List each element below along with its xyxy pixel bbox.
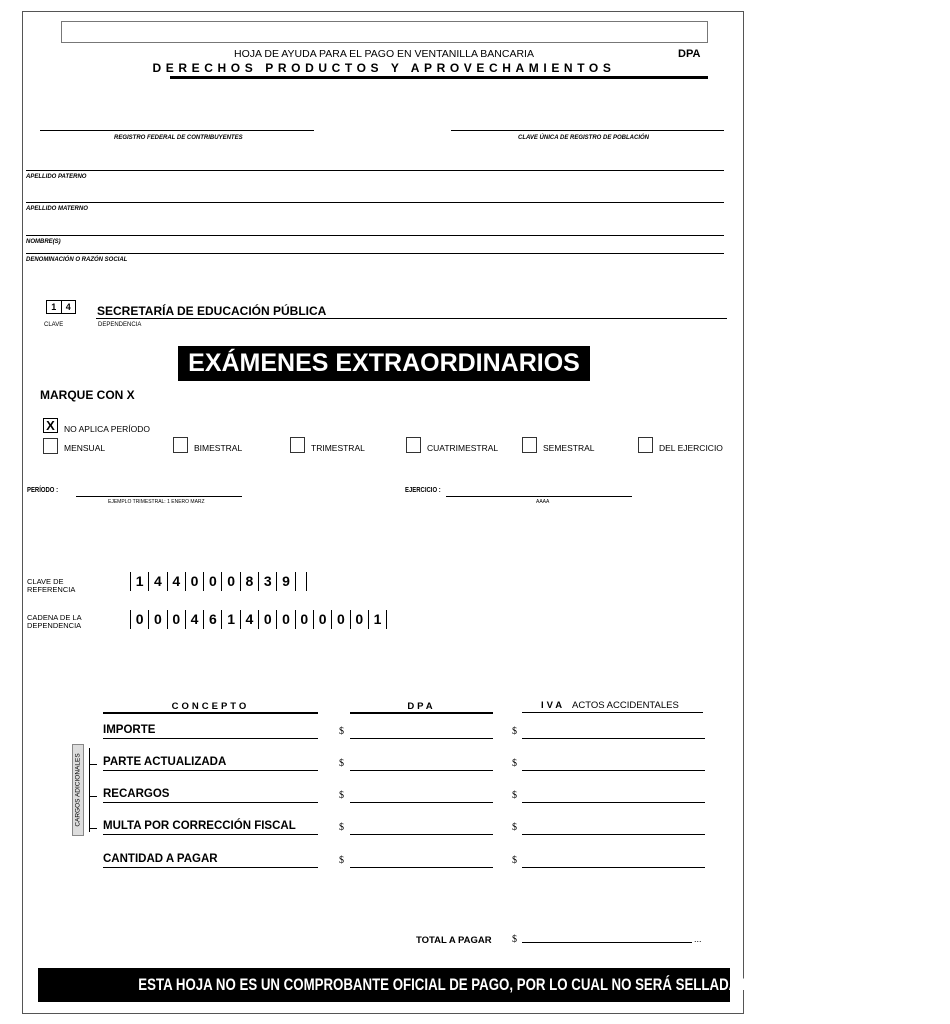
cadena-digit: 0: [313, 610, 331, 629]
cuatrimestral-checkbox[interactable]: [406, 437, 421, 453]
concepto-header-rule: [103, 712, 318, 714]
dpa-header-rule: [350, 712, 493, 714]
row-recargos-iva-field[interactable]: [522, 802, 705, 803]
clave-dependencia-box: [46, 300, 76, 314]
rfc-label: REGISTRO FEDERAL DE CONTRIBUYENTES: [114, 135, 243, 141]
actos-accidentales-header: ACTOS ACCIDENTALES: [572, 700, 679, 711]
row-importe-label: IMPORTE: [103, 724, 156, 736]
currency-sign: $: [339, 790, 344, 801]
ref-digit-end: [295, 572, 306, 591]
cadena-digit: 6: [203, 610, 221, 629]
ref-digit: 8: [240, 572, 258, 591]
cadena-digit: 0: [148, 610, 166, 629]
currency-sign: $: [512, 934, 517, 945]
cargos-tick: [89, 796, 97, 797]
cargos-bracket: [89, 748, 90, 832]
concepto-header: CONCEPTO: [171, 701, 250, 712]
row-importe-iva-field[interactable]: [522, 738, 705, 739]
total-dots: ...: [694, 934, 702, 944]
apellido-paterno-label: APELLIDO PATERNO: [26, 174, 87, 180]
row-parte-actualizada-rule: [103, 770, 318, 771]
row-multa-iva-field[interactable]: [522, 834, 705, 835]
row-importe-rule: [103, 738, 318, 739]
form-code: DPA: [678, 48, 701, 60]
mensual-checkbox[interactable]: [43, 438, 58, 454]
cargos-tick: [89, 764, 97, 765]
no-aplica-label: NO APLICA PERÍODO: [64, 424, 150, 434]
exam-banner: EXÁMENES EXTRAORDINARIOS: [178, 346, 590, 381]
row-multa-dpa-field[interactable]: [350, 834, 493, 835]
dependencia-name: SECRETARÍA DE EDUCACIÓN PÚBLICA: [97, 304, 327, 318]
row-recargos-dpa-field[interactable]: [350, 802, 493, 803]
ref-digit: 4: [167, 572, 185, 591]
cadena-digit: 4: [185, 610, 203, 629]
bimestral-label: BIMESTRAL: [194, 443, 243, 453]
cadena-digit: 4: [240, 610, 258, 629]
footer-text: ESTA HOJA NO ES UN COMPROBANTE OFICIAL DE PAGO, POR LO CUAL NO SERÁ SELLADA POR EL CAJERO: [138, 975, 850, 994]
periodo-hint: EJEMPLO TRIMESTRAL: 1 ENERO MARZ: [108, 499, 205, 505]
cadena-digit: 0: [350, 610, 368, 629]
cadena-digit: 0: [276, 610, 294, 629]
currency-sign: $: [339, 822, 344, 833]
cuatrimestral-label: CUATRIMESTRAL: [427, 443, 499, 453]
semestral-label: SEMESTRAL: [543, 443, 595, 453]
curp-label: CLAVE ÚNICA DE REGISTRO DE POBLACIÓN: [518, 135, 650, 141]
iva-header: IVA: [541, 700, 566, 711]
razon-social-label: DENOMINACIÓN O RAZÓN SOCIAL: [26, 257, 128, 263]
cadena-digit: 0: [167, 610, 185, 629]
no-aplica-checkbox[interactable]: X: [43, 418, 58, 433]
bimestral-checkbox[interactable]: [173, 437, 188, 453]
total-label: TOTAL A PAGAR: [416, 935, 492, 946]
ref-digit: 1: [130, 572, 148, 591]
currency-sign: $: [512, 758, 517, 769]
row-multa-rule: [103, 834, 318, 835]
row-cantidad-rule: [103, 867, 318, 868]
row-cantidad-label: CANTIDAD A PAGAR: [103, 853, 218, 865]
cadena-dependencia-label: CADENA DE LA DEPENDENCIA: [27, 613, 82, 630]
ref-digit: 9: [276, 572, 294, 591]
row-cantidad-dpa-field[interactable]: [350, 867, 493, 868]
clave-digit: 4: [65, 302, 71, 312]
ref-digit: 4: [148, 572, 166, 591]
footer-disclaimer: [38, 968, 850, 1002]
row-recargos-label: RECARGOS: [103, 788, 170, 800]
cadena-digit: 1: [221, 610, 239, 629]
row-parte-actualizada-iva-field[interactable]: [522, 770, 705, 771]
cadena-digit-end: [386, 610, 397, 629]
row-parte-actualizada-label: PARTE ACTUALIZADA: [103, 756, 227, 768]
del-ejercicio-checkbox[interactable]: [638, 437, 653, 453]
top-input-box[interactable]: [61, 21, 708, 43]
ref-digit-end: [306, 572, 317, 591]
currency-sign: $: [512, 790, 517, 801]
ejercicio-label: EJERCICIO :: [405, 487, 441, 494]
currency-sign: $: [339, 758, 344, 769]
iva-header-rule: [522, 712, 703, 713]
form-subtitle: DERECHOS PRODUCTOS Y APROVECHAMIENTOS: [152, 61, 616, 75]
clave-referencia-label: CLAVE DE REFERENCIA: [27, 577, 76, 594]
currency-sign: $: [339, 855, 344, 866]
ref-digit: 0: [185, 572, 203, 591]
currency-sign: $: [339, 726, 344, 737]
ref-digit: 0: [221, 572, 239, 591]
cargos-adicionales-label: CARGOS ADICIONALES: [74, 753, 82, 827]
cadena-digit: 0: [295, 610, 313, 629]
ref-digit: 3: [258, 572, 276, 591]
periodo-label: PERÍODO :: [27, 487, 59, 494]
ref-digit: 0: [203, 572, 221, 591]
razon-social-line[interactable]: [26, 253, 724, 254]
mensual-label: MENSUAL: [64, 443, 106, 453]
row-cantidad-iva-field[interactable]: [522, 867, 705, 868]
cargos-tick: [89, 828, 97, 829]
trimestral-label: TRIMESTRAL: [311, 443, 365, 453]
cadena-digit: 0: [130, 610, 148, 629]
row-multa-label: MULTA POR CORRECCIÓN FISCAL: [103, 820, 296, 832]
ejercicio-line[interactable]: [446, 496, 632, 497]
currency-sign: $: [512, 855, 517, 866]
row-parte-actualizada-dpa-field[interactable]: [350, 770, 493, 771]
cadena-dependencia-digits: [130, 610, 397, 629]
clave-label: CLAVE: [44, 322, 64, 328]
currency-sign: $: [512, 822, 517, 833]
apellido-paterno-line[interactable]: [26, 170, 724, 171]
dependencia-label: DEPENDENCIA: [98, 322, 142, 328]
cadena-digit: 0: [331, 610, 349, 629]
nombres-label: NOMBRE(S): [26, 239, 61, 245]
help-sheet-title: HOJA DE AYUDA PARA EL PAGO EN VENTANILLA BANCARIA: [234, 48, 534, 60]
trimestral-checkbox[interactable]: [290, 437, 305, 453]
total-field[interactable]: [522, 942, 692, 943]
nombres-line[interactable]: [26, 235, 724, 236]
marque-title: MARQUE CON X: [40, 388, 135, 402]
semestral-checkbox[interactable]: [522, 437, 537, 453]
header-rule: [170, 76, 708, 79]
rfc-line[interactable]: [40, 130, 314, 131]
apellido-materno-line[interactable]: [26, 202, 724, 203]
row-recargos-rule: [103, 802, 318, 803]
dependencia-line: [96, 318, 727, 319]
clave-referencia-digits: [130, 572, 317, 591]
currency-sign: $: [512, 726, 517, 737]
apellido-materno-label: APELLIDO MATERNO: [26, 206, 88, 212]
cargos-adicionales-tag: [72, 744, 84, 836]
ejercicio-hint: AAAA: [536, 499, 550, 505]
curp-line[interactable]: [451, 130, 724, 131]
periodo-line[interactable]: [76, 496, 242, 497]
cadena-digit: 0: [258, 610, 276, 629]
dpa-header: DPA: [407, 701, 436, 712]
clave-digit: 1: [47, 301, 62, 313]
row-importe-dpa-field[interactable]: [350, 738, 493, 739]
cadena-digit: 1: [368, 610, 386, 629]
del-ejercicio-label: DEL EJERCICIO: [659, 443, 723, 453]
